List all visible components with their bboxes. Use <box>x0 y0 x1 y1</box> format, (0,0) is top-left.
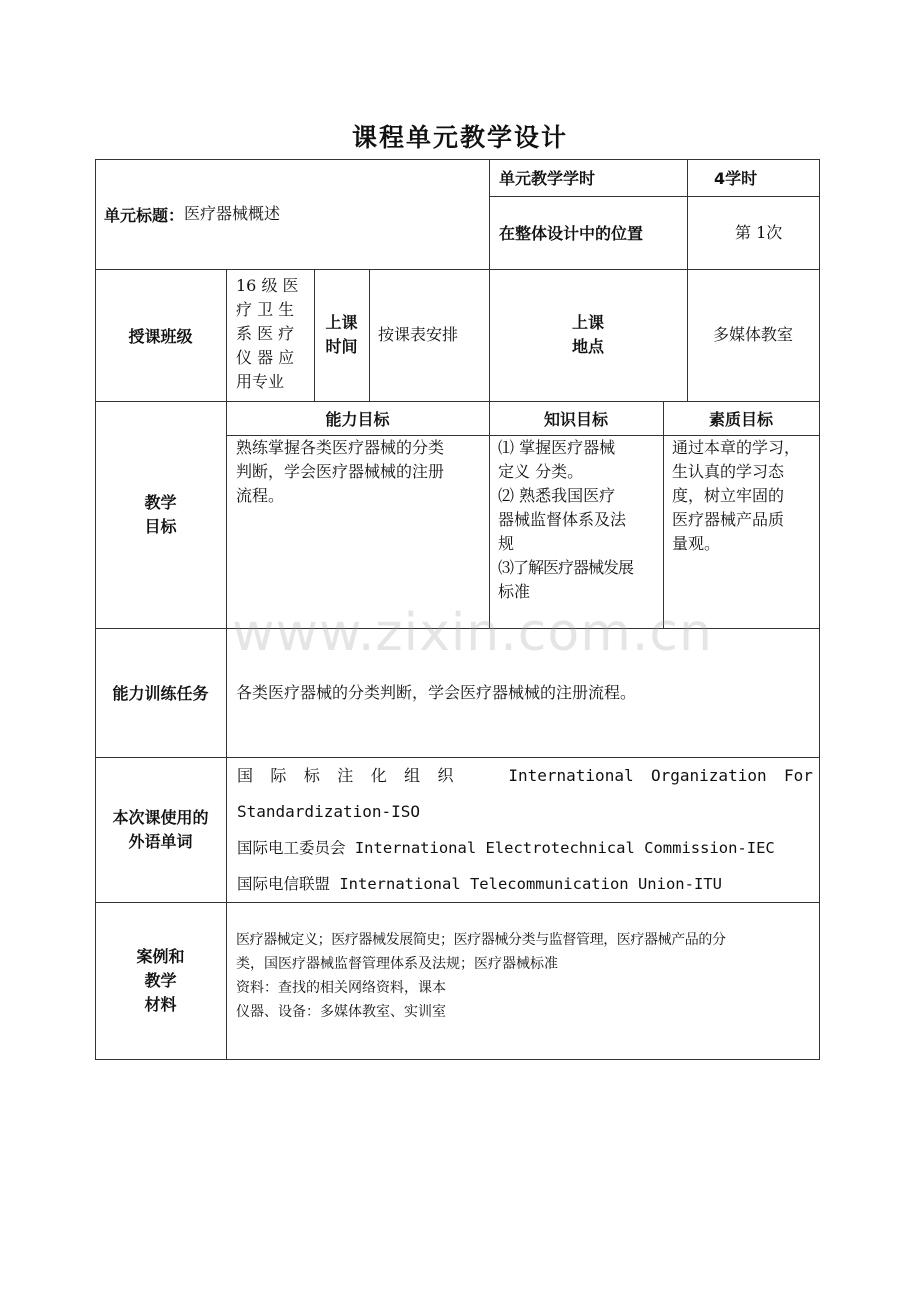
vocab-line-4-text: 国际电信联盟 International Telecommunication Union-ITU <box>237 875 722 893</box>
vocab-content <box>237 764 813 896</box>
quality-line: 生认真的学习态 <box>672 462 785 481</box>
materials-label-line: 材料 <box>144 994 177 1014</box>
class-value-line: 疗 卫 生 <box>236 300 295 319</box>
class-value-line: 用专业 <box>236 372 285 391</box>
vocab-label-line: 外语单词 <box>128 831 193 851</box>
unit-title-cell <box>104 159 484 269</box>
vocab-word: International <box>508 766 634 785</box>
vocab-char: 国 <box>237 766 254 785</box>
quality-line: 医疗器械产品质 <box>672 510 785 529</box>
objectives-label-line: 目标 <box>144 516 177 536</box>
class-value-line: 系 医 疗 <box>236 324 295 343</box>
place-value: 多媒体教室 <box>712 325 793 344</box>
materials-line: 仪器、设备：多媒体教室、实训室 <box>236 1004 446 1020</box>
materials-label-line: 案例和 <box>136 946 185 966</box>
class-value-line: 仪 器 应 <box>236 348 295 367</box>
position-value: 第 1次 <box>735 222 783 242</box>
place-label <box>489 269 687 401</box>
materials-line: 资料：查找的相关网络资料，课本 <box>236 980 446 996</box>
vocab-char: 注 <box>337 766 354 785</box>
materials-line: 医疗器械定义；医疗器械发展简史；医疗器械分类与监督管理，医疗器械产品的分 <box>236 932 726 948</box>
vocab-word: For <box>784 766 813 785</box>
knowledge-content <box>498 436 664 604</box>
time-label-line: 时间 <box>325 337 358 356</box>
knowledge-line: ⑵ 熟悉我国医疗 <box>498 486 616 505</box>
unit-hours-label: 单元教学学时 <box>499 169 596 188</box>
knowledge-line: ⑶了解医疗器械发展 <box>498 558 634 577</box>
quality-line: 量观。 <box>672 534 721 553</box>
training-label: 能力训练任务 <box>112 684 209 703</box>
quality-line: 通过本章的学习， <box>672 438 801 457</box>
vocab-line-1 <box>237 764 813 788</box>
unit-title-value: 医疗器械概述 <box>184 204 281 223</box>
vocab-char: 组 <box>404 766 421 785</box>
knowledge-line: 标准 <box>498 582 531 601</box>
knowledge-header: 知识目标 <box>543 409 608 429</box>
ability-header: 能力目标 <box>325 409 390 429</box>
objectives-label-line: 教学 <box>144 492 177 512</box>
training-value: 各类医疗器械的分类判断，学会医疗器械械的注册流程。 <box>236 682 637 702</box>
materials-label <box>95 902 226 1059</box>
place-label-line: 地点 <box>571 337 604 356</box>
quality-header: 素质目标 <box>708 409 773 429</box>
vocab-line-4 <box>237 872 813 896</box>
quality-line: 度，树立牢固的 <box>672 486 785 505</box>
vocab-line-3 <box>237 836 813 860</box>
knowledge-line: 定义 分类。 <box>498 462 584 481</box>
ability-line: 流程。 <box>236 486 285 505</box>
vocab-label <box>95 757 226 902</box>
ability-line: 判断，学会医疗器械械的注册 <box>236 462 445 481</box>
materials-line: 类，国医疗器械监督管理体系及法规；医疗器械标准 <box>236 956 558 972</box>
vocab-line-3-text: 国际电工委员会 International Electrotechnical Commission-IEC <box>237 839 775 857</box>
vocab-label-line: 本次课使用的 <box>112 807 209 827</box>
materials-content <box>236 928 816 1024</box>
knowledge-line: 规 <box>498 534 515 553</box>
ability-content <box>236 436 486 508</box>
unit-hours-value: 4学时 <box>714 169 758 188</box>
vocab-line-2: Standardization-ISO <box>237 802 421 821</box>
vocab-char: 标 <box>303 766 320 785</box>
class-value <box>236 274 308 394</box>
knowledge-line: 器械监督体系及法 <box>498 510 627 529</box>
ability-line: 熟练掌握各类医疗器械的分类 <box>236 438 445 457</box>
vocab-char: 际 <box>270 766 287 785</box>
place-label-line: 上课 <box>571 313 604 332</box>
vocab-char: 化 <box>370 766 387 785</box>
watermark: www.zixin.com.cn <box>232 603 713 663</box>
class-value-line: 16 级 医 <box>236 276 299 295</box>
quality-content <box>672 436 818 556</box>
materials-label-line: 教学 <box>144 970 177 990</box>
position-label: 在整体设计中的位置 <box>499 224 644 243</box>
time-label <box>314 269 369 401</box>
objectives-label <box>95 401 226 628</box>
vocab-char: 织 <box>437 766 454 785</box>
class-label: 授课班级 <box>128 326 193 346</box>
unit-title-label: 单元标题： <box>104 205 185 225</box>
time-value: 按课表安排 <box>378 325 459 344</box>
knowledge-line: ⑴ 掌握医疗器械 <box>498 438 616 457</box>
vocab-word: Organization <box>651 766 767 785</box>
time-label-line: 上课 <box>325 313 358 332</box>
page-title: 课程单元教学设计 <box>351 123 568 152</box>
